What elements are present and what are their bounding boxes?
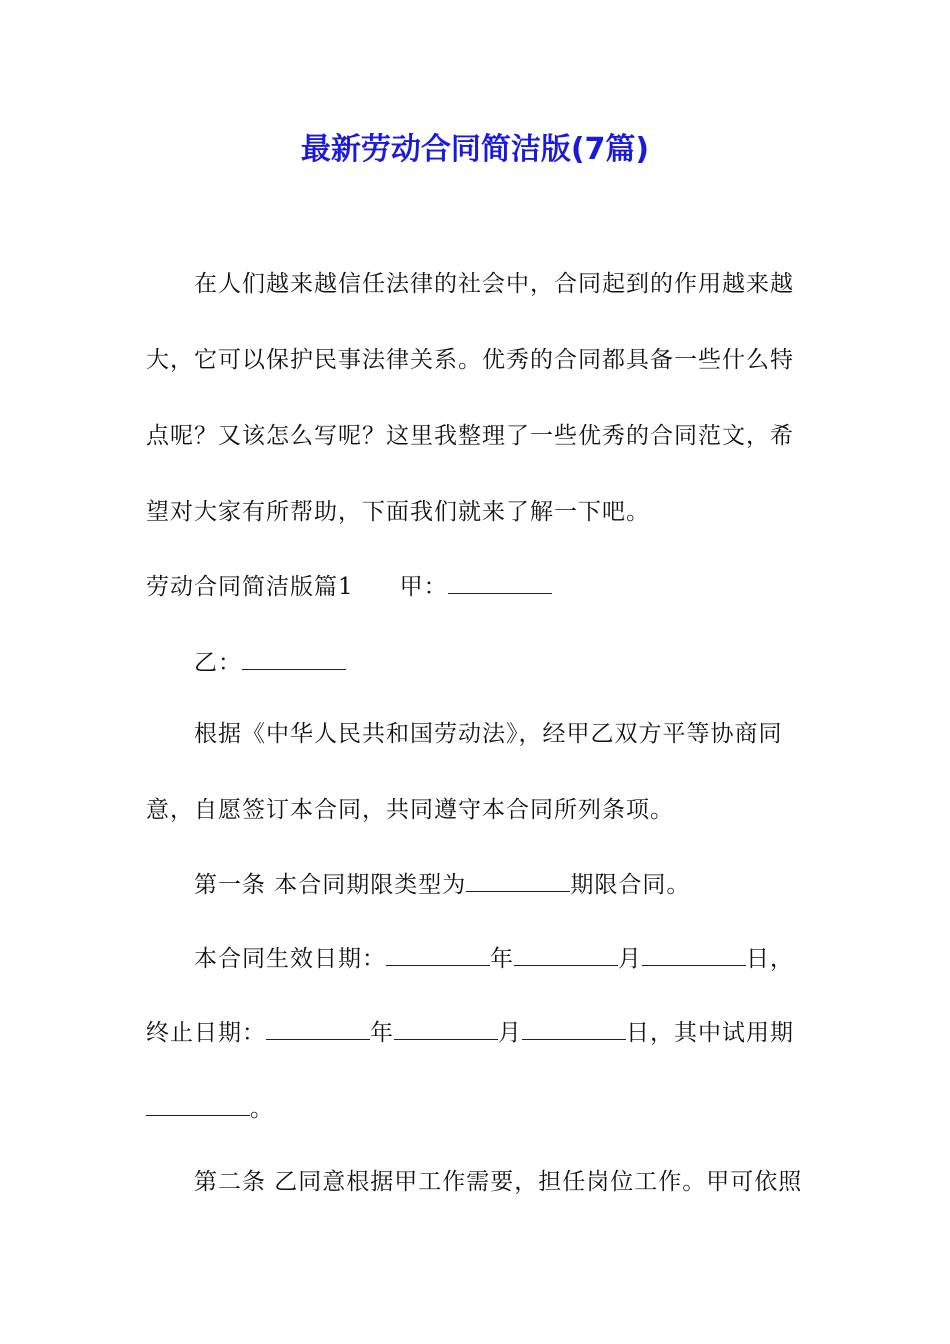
party-b-blank bbox=[242, 647, 346, 670]
party-b-line bbox=[194, 647, 346, 678]
day-unit: 日， bbox=[746, 946, 794, 972]
month-unit: 月 bbox=[618, 946, 642, 972]
probation-line bbox=[146, 1093, 274, 1124]
year-unit: 年 bbox=[490, 946, 514, 972]
section-1-heading-line bbox=[146, 571, 552, 602]
basis-line-2: 意，自愿签订本合同，共同遵守本合同所列条项。 bbox=[146, 797, 674, 823]
year-unit: 年 bbox=[370, 1020, 394, 1046]
section-heading: 劳动合同简洁版篇1 bbox=[146, 574, 354, 600]
article-1-line bbox=[194, 869, 690, 900]
month-unit: 月 bbox=[498, 1020, 522, 1046]
intro-line-3: 点呢？又该怎么写呢？这里我整理了一些优秀的合同范文，希 bbox=[146, 423, 794, 449]
end-month-blank bbox=[394, 1017, 498, 1040]
party-a-blank bbox=[448, 571, 552, 594]
party-b-label: 乙： bbox=[194, 650, 242, 676]
end-day-blank bbox=[522, 1017, 626, 1040]
end-date-line bbox=[146, 1017, 794, 1048]
article-1-suffix: 期限合同。 bbox=[570, 872, 691, 898]
article-1-prefix: 第一条 本合同期限类型为 bbox=[194, 872, 467, 898]
intro-line-1: 在人们越来越信任法律的社会中，合同起到的作用越来越 bbox=[194, 271, 794, 297]
effective-year-blank bbox=[386, 943, 490, 966]
basis-line-1: 根据《中华人民共和国劳动法》，经甲乙双方平等协商同 bbox=[194, 721, 783, 747]
document-title: 最新劳动合同简洁版(7篇) bbox=[300, 132, 650, 167]
end-date-label: 终止日期： bbox=[146, 1020, 266, 1046]
period-mark: 。 bbox=[250, 1096, 274, 1122]
end-date-suffix: 日，其中试用期 bbox=[626, 1020, 794, 1046]
effective-date-label: 本合同生效日期： bbox=[194, 946, 386, 972]
article-2-line: 第二条 乙同意根据甲工作需要，担任岗位工作。甲可依照 bbox=[194, 1169, 803, 1195]
intro-line-2: 大，它可以保护民事法律关系。优秀的合同都具备一些什么特 bbox=[146, 347, 794, 373]
intro-line-4: 望对大家有所帮助，下面我们就来了解一下吧。 bbox=[146, 499, 650, 525]
effective-date-line bbox=[194, 943, 794, 974]
effective-day-blank bbox=[642, 943, 746, 966]
effective-month-blank bbox=[514, 943, 618, 966]
party-a-label: 甲： bbox=[399, 574, 448, 600]
contract-type-blank bbox=[466, 869, 570, 892]
probation-blank bbox=[146, 1093, 250, 1116]
end-year-blank bbox=[266, 1017, 370, 1040]
